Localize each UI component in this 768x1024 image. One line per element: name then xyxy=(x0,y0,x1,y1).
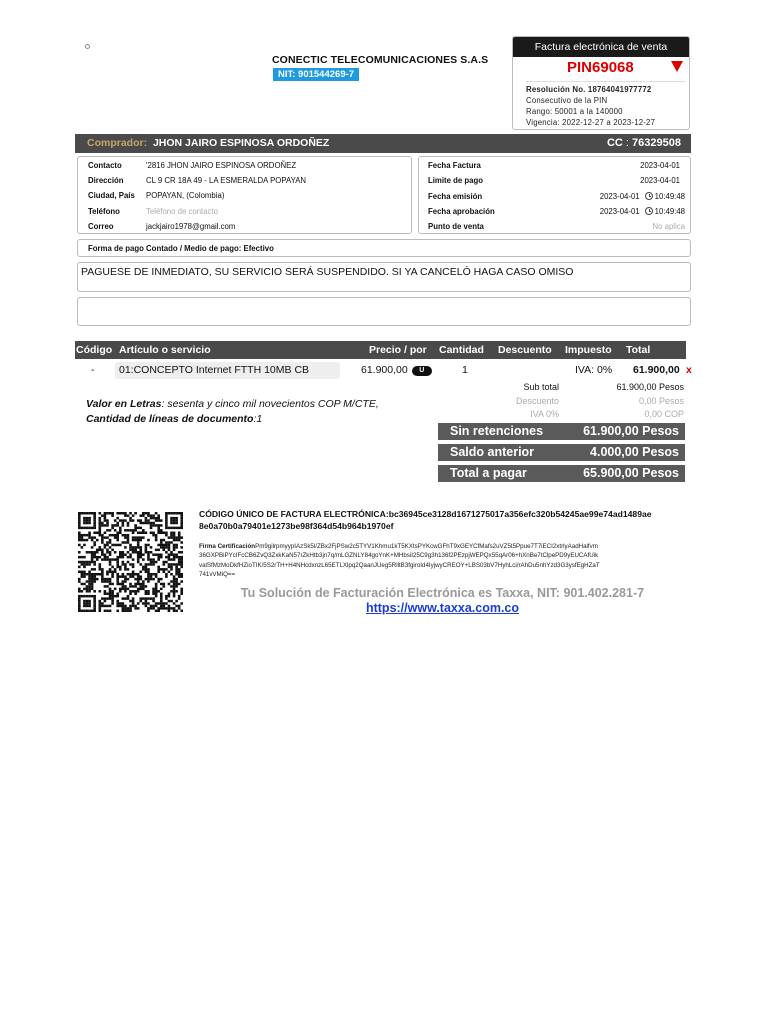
notice-box xyxy=(77,262,691,292)
phone-label: Teléfono xyxy=(88,207,120,216)
signature-block: Firma CertificaciónPm9gilrpmyypIAzSk5l/ZBx2FjPSw2c5TYV1Khmu1kT5KXtsPYKcwGFhT9xGEYCfMafs2uVZ5t5Ppue7T7iECI2xtrlyAadHalfvm 36GXPBiPYcIFcCB6ZvQ3ZxkKaN57rZkHtb3jn7q/mLGZNLY84goYnK+MHbsiI25C9g3h136f2PEzpjWEPQx55qAr06+hXnBe7tClpePD9yEUCAfUik valSfMzMoDkfHZioTIK/5S2rTH+H4NHcdxnzL65ETLXlpq2QaanJUeg5RlltB3fgiroId4IyjwyCREOY+LBS03bV7HyhLci/rAhDu5nhYzd3G3ysfEgHZaT 741vVMiQ== xyxy=(199,543,600,579)
city-value: POPAYAN, (Colombia) xyxy=(146,191,225,200)
total-row-amount-due: Total a pagar 65.900,00 Pesos xyxy=(438,465,685,482)
discount-value: 0,00 Pesos xyxy=(638,396,684,406)
consecutive-label: Consecutivo de la PIN xyxy=(526,96,608,105)
approval-date-label: Fecha aprobación xyxy=(428,207,495,216)
email-value: jackjairo1978@gmail.com xyxy=(146,222,236,231)
col-discount: Descuento xyxy=(498,344,552,356)
decorative-dot xyxy=(85,44,90,49)
contact-label: Contacto xyxy=(88,161,122,170)
resolution-number: Resolución No. 18764041977772 xyxy=(526,85,652,94)
invoice-date-label: Fecha Factura xyxy=(428,161,481,170)
items-table-header xyxy=(75,341,686,359)
subtotal-value: 61.900,00 Pesos xyxy=(616,382,684,392)
buyer-details-box xyxy=(77,156,412,234)
dates-box xyxy=(418,156,691,234)
payment-method: Forma de pago Contado / Medio de pago: Efectivo xyxy=(88,244,274,253)
invoice-box-title: Factura electrónica de venta xyxy=(513,37,689,57)
col-price: Precio / por xyxy=(369,344,427,356)
issue-date-label: Fecha emisión xyxy=(428,192,483,201)
iva-label: IVA 0% xyxy=(530,409,559,419)
total-row-no-withholding: Sin retenciones 61.900,00 Pesos xyxy=(438,423,685,440)
subtotal-label: Sub total xyxy=(523,382,559,392)
buyer-name: JHON JAIRO ESPINOSA ORDOÑEZ xyxy=(152,137,330,149)
item-code: - xyxy=(91,364,95,376)
range-label: Rango: 50001 a la 140000 xyxy=(526,107,623,116)
validity-label: Vigencia: 2022-12-27 a 2023-12-27 xyxy=(526,118,656,127)
invoice-number: PIN69068 xyxy=(567,59,634,76)
item-total: 61.900,00 xyxy=(633,364,680,376)
item-qty: 1 xyxy=(462,364,468,376)
empty-notes-box xyxy=(77,297,691,326)
sale-point-label: Punto de venta xyxy=(428,222,484,231)
clock-icon xyxy=(645,207,653,215)
address-label: Dirección xyxy=(88,176,124,185)
due-date-label: Limite de pago xyxy=(428,176,484,185)
col-code: Código xyxy=(76,344,113,356)
issue-datetime: 2023-04-01 10:49:48 xyxy=(599,192,685,201)
amount-in-words: Valor en Letras: sesenta y cinco mil novecientos COP M/CTE, xyxy=(86,398,379,410)
red-triangle-icon xyxy=(671,61,683,72)
unit-badge: U xyxy=(412,366,432,376)
buyer-bar xyxy=(75,134,691,153)
invoice-date-value: 2023-04-01 xyxy=(640,161,680,170)
phone-value: Teléfono de contacto xyxy=(146,207,218,216)
taxxa-link[interactable]: https://www.taxxa.com.co xyxy=(365,601,520,615)
discount-label: Descuento xyxy=(515,396,559,406)
iva-value: 0,00 COP xyxy=(644,409,684,419)
total-row-previous-balance: Saldo anterior 4.000,00 Pesos xyxy=(438,444,685,461)
buyer-id: CC : 76329508 xyxy=(606,137,681,149)
remove-item-icon[interactable]: x xyxy=(686,364,692,376)
city-label: Ciudad, País xyxy=(88,191,135,200)
email-label: Correo xyxy=(88,222,114,231)
company-nit-badge: NIT: 901544269-7 xyxy=(273,68,359,81)
line-count: Cantidad de líneas de documento:1 xyxy=(86,413,263,425)
contact-value: '2816 JHON JAIRO ESPINOSA ORDOÑEZ xyxy=(146,161,297,170)
item-tax: IVA: 0% xyxy=(575,364,613,376)
sale-point-value: No aplica xyxy=(652,222,685,231)
col-total: Total xyxy=(626,344,651,356)
notice-text: PAGUESE DE INMEDIATO, SU SERVICIO SERÁ SUSPENDIDO. SI YA CANCELÓ HAGA CASO OMISO xyxy=(81,266,574,278)
qr-code-icon xyxy=(78,512,183,612)
divider xyxy=(526,81,686,82)
buyer-label: Comprador: JHON JAIRO ESPINOSA ORDOÑEZ xyxy=(87,137,330,149)
cufe-code: CÓDIGO ÚNICO DE FACTURA ELECTRÓNICA:bc36945ce3128d1671275017a356efc320b54245ae99e74ad1489ae 8e0a70b0a79401e1273be98f364d54b964b1970ef xyxy=(199,509,652,531)
invoice-info-box xyxy=(512,36,690,130)
footer-text: Tu Solución de Facturación Electrónica es Taxxa, NIT: 901.402.281-7 xyxy=(240,586,645,600)
item-price: 61.900,00 U xyxy=(361,364,432,376)
col-qty: Cantidad xyxy=(439,344,484,356)
col-tax: Impuesto xyxy=(565,344,612,356)
item-article: 01:CONCEPTO Internet FTTH 10MB CB xyxy=(119,364,310,376)
approval-datetime: 2023-04-01 10:49:48 xyxy=(599,207,685,216)
col-article: Artículo o servicio xyxy=(119,344,211,356)
due-date-value: 2023-04-01 xyxy=(640,176,680,185)
clock-icon xyxy=(645,192,653,200)
payment-box xyxy=(77,239,691,257)
address-value: CL 9 CR 18A 49 - LA ESMERALDA POPAYAN xyxy=(146,176,307,185)
company-name: CONECTIC TELECOMUNICACIONES S.A.S xyxy=(272,54,489,66)
